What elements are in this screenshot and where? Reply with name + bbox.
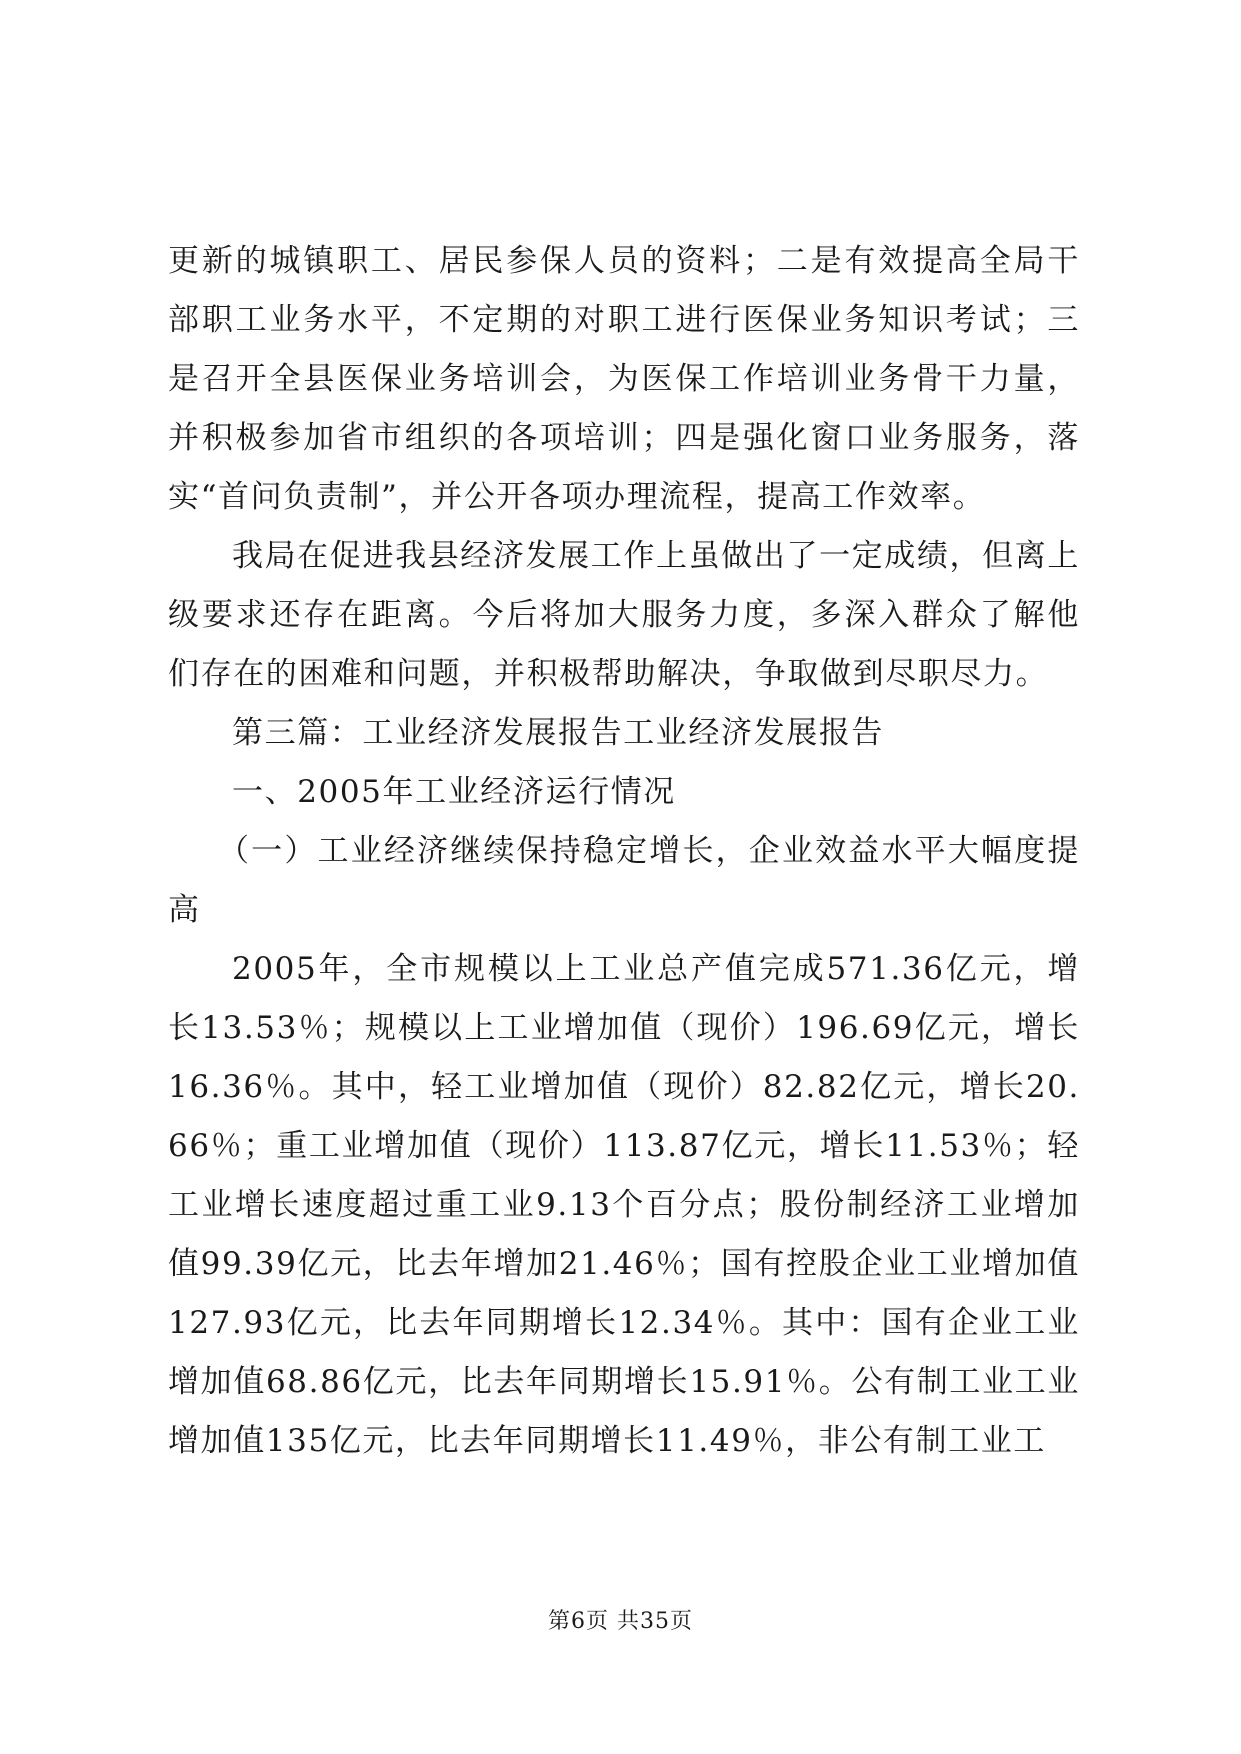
- subsection-heading: （一）工业经济继续保持稳定增长，企业效益水平大幅度提高: [168, 833, 1080, 928]
- section-heading: 一、2005年工业经济运行情况: [232, 774, 676, 810]
- paragraph-conclusion: 我局在促进我县经济发展工作上虽做出了一定成绩，但离上级要求还存在距离。今后将加大服务力度，多深入群众了解他们存在的困难和问题，并积极帮助解决，争取做到尽职尽力。: [168, 538, 1080, 692]
- paragraph-statistics: 2005年，全市规模以上工业总产值完成571.36亿元，增长13.53％；规模以上工业增加值（现价）196.69亿元，增长16.36％。其中，轻工业增加值（现价）82.82亿元，增长20.66％；重工业增加值（现价）113.87亿元，增长11.53％；轻工业增长速度超过重工业9.13个百分点；股份制经济工业增加值99.39亿元，比去年增加21.46％；国有控股企业工业增加值127.93亿元，比去年同期增长12.34％。其中：国有企业工业增加值68.86亿元，比去年同期增长15.91％。公有制工业工业增加值135亿元，比去年同期增长11.49％，非公有制工业工: [168, 951, 1080, 1459]
- section-title: 第三篇：工业经济发展报告工业经济发展报告: [232, 715, 884, 751]
- paragraph-continuation: 更新的城镇职工、居民参保人员的资料；二是有效提高全局干部职工业务水平，不定期的对职工进行医保业务知识考试；三是召开全县医保业务培训会，为医保工作培训业务骨干力量，并积极参加省市组织的各项培训；四是强化窗口业务服务，落实“首问负责制”，并公开各项办理流程，提高工作效率。: [168, 243, 1080, 515]
- body-text: [168, 232, 1080, 1471]
- page-number-footer: 第6页 共35页: [548, 1609, 693, 1634]
